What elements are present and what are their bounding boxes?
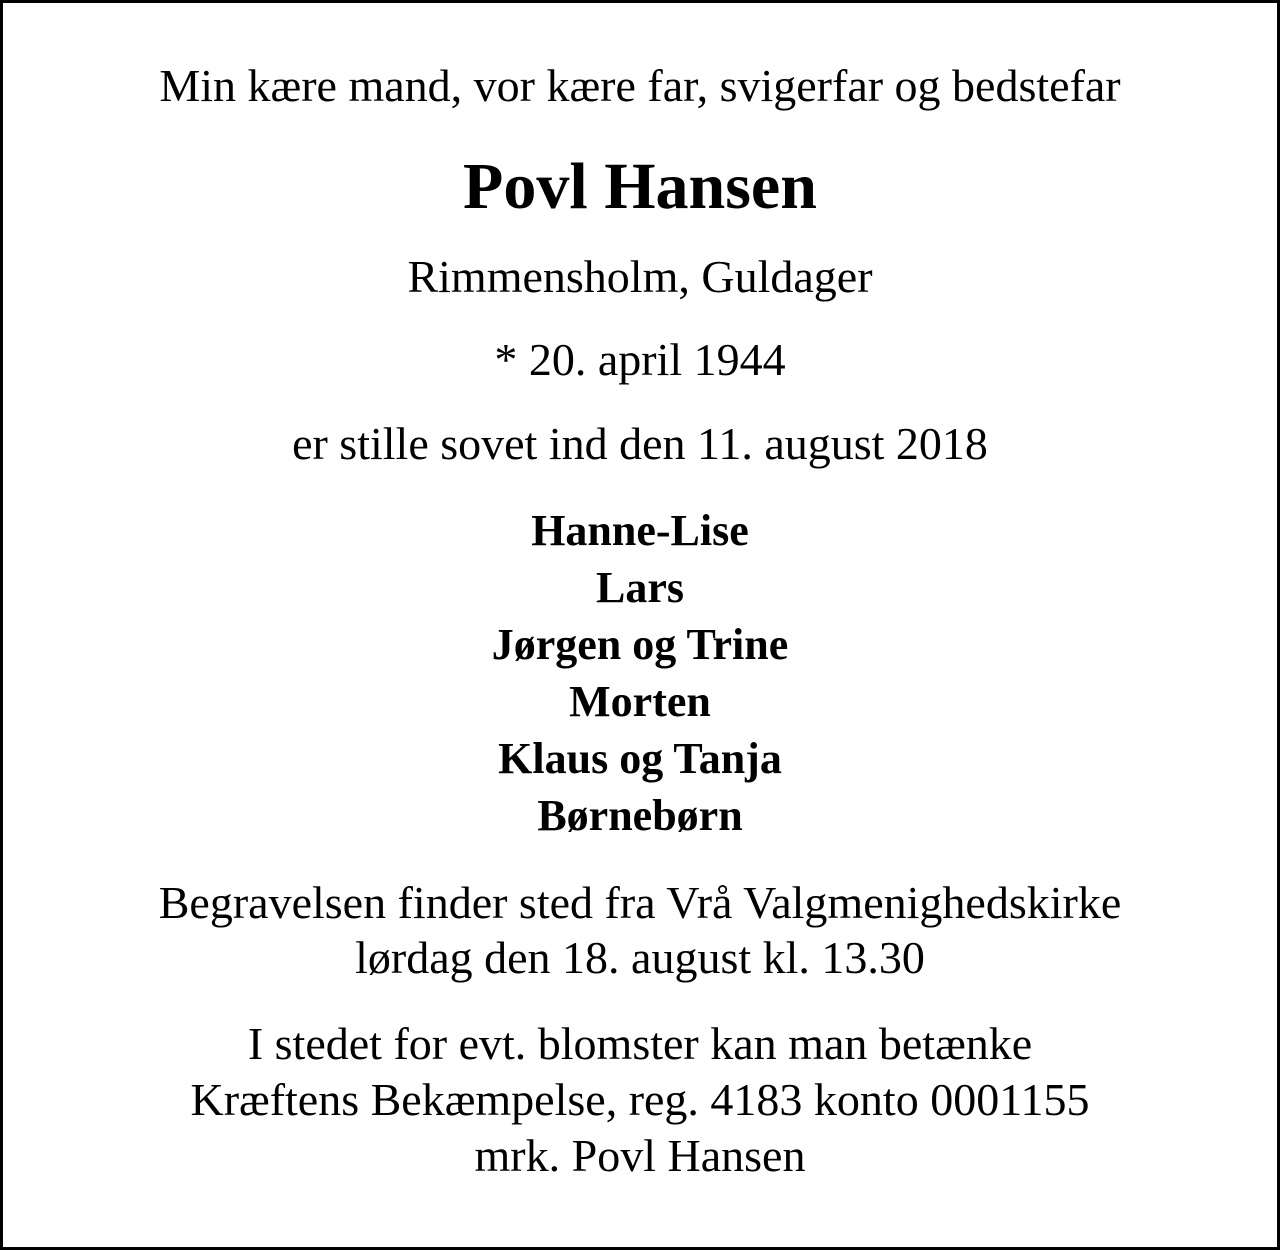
donation-account-line: Kræftens Bekæmpelse, reg. 4183 konto 0001155 <box>190 1074 1090 1125</box>
donation-reference-line: mrk. Povl Hansen <box>474 1130 806 1181</box>
donation-info <box>3 1016 1277 1184</box>
mourner-name: Børnebørn <box>537 791 743 840</box>
funeral-location-line: Begravelsen finder sted fra Vrå Valgmenighedskirke <box>158 877 1122 928</box>
mourner-name: Jørgen og Trine <box>491 620 789 669</box>
intro-line: Min kære mand, vor kære far, svigerfar og bedstefar <box>159 60 1121 111</box>
mourner-name: Hanne-Lise <box>531 506 749 555</box>
mourner-name: Klaus og Tanja <box>498 734 782 783</box>
death-date-line: er stille sovet ind den 11. august 2018 <box>292 418 988 469</box>
birth-date-line: * 20. april 1944 <box>494 334 786 385</box>
residence-line: Rimmensholm, Guldager <box>407 251 873 302</box>
funeral-time-line: lørdag den 18. august kl. 13.30 <box>355 932 925 983</box>
donation-intro-line: I stedet for evt. blomster kan man betænke <box>247 1018 1033 1069</box>
funeral-info <box>3 875 1277 985</box>
mourner-name: Lars <box>596 563 684 612</box>
deceased-name: Povl Hansen <box>463 150 817 223</box>
mourners-list <box>3 502 1277 844</box>
mourner-name: Morten <box>569 677 711 726</box>
